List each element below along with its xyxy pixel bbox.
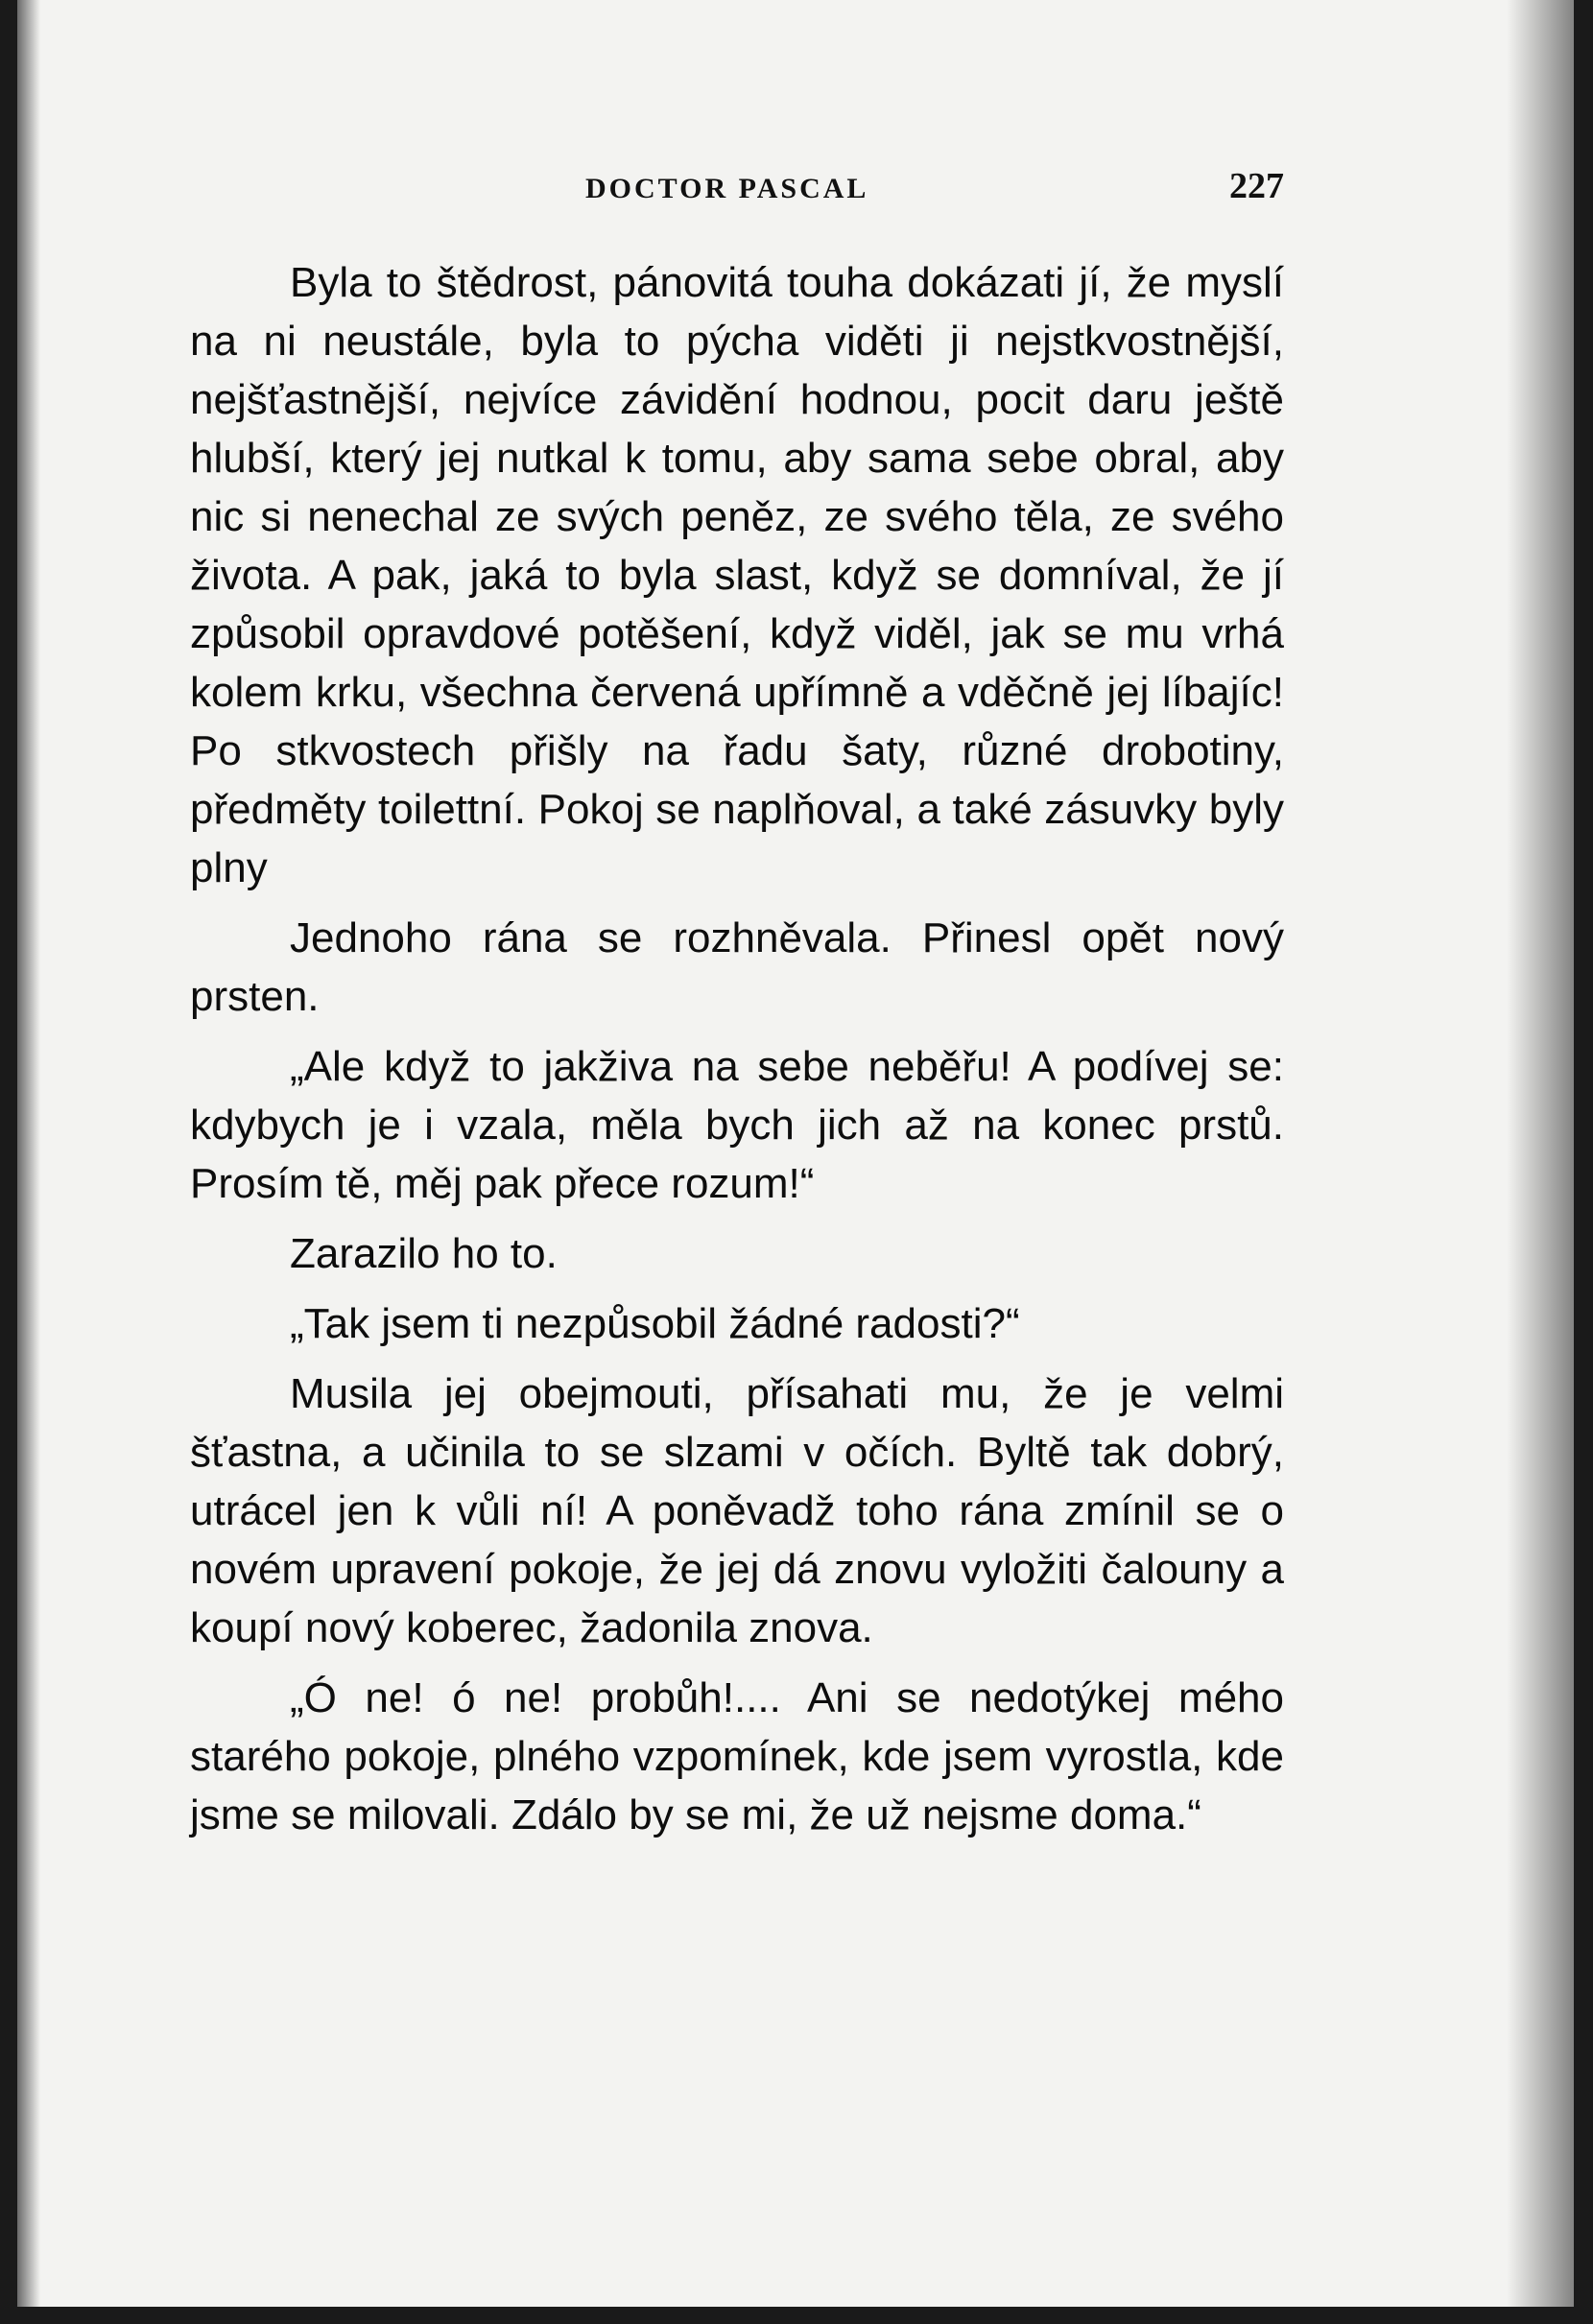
paragraph: Byla to štědrost, pánovitá touha dokázati jí, že myslí na ni neustále, byla to pýcha viděti ji nejstkvostnější, nejšťastnější, nejvíce závidění hodnou, pocit daru ještě hlubší, který jej nutkal k tomu, aby sama sebe obral, aby nic si nenechal ze svých peněz, ze svého těla, ze svého života. A pak, jaká to byla slast, když se domníval, že jí způsobil opravdové potěšení, když viděl, jak se mu vrhá kolem krku, všechna červená upřímně a vděčně jej líbajíc! Po stkvostech přišly na řadu šaty, různé drobotiny, předměty toilettní. Pokoj se naplňoval, a také zásuvky byly plny: [190, 259, 1284, 891]
paragraph: Zarazilo ho to.: [290, 1230, 558, 1277]
page-header: [173, 165, 1286, 213]
paragraph: „Ó ne! ó ne! probůh!.... Ani se nedotýkej mého starého pokoje, plného vzpomínek, kde jsem vyrostla, kde jsme se milovali. Zdálo by se mi, že už nejsme doma.“: [190, 1674, 1284, 1838]
scan-border: [0, 2307, 1593, 2324]
paragraph: Jednoho rána se rozhněvala. Přinesl opět nový prsten.: [190, 914, 1284, 1020]
page-number: 227: [1229, 166, 1284, 206]
paragraph: Musila jej obejmouti, přísahati mu, že je velmi šťastna, a učinila to se slzami v očích. Byltě tak dobrý, utrácel jen k vůli ní! A poněvadž toho rána zmínil se o novém upravení pokoje, že jej dá znovu vyložiti čalouny a koupí nový koberec, žadonila znova.: [190, 1370, 1284, 1651]
running-head: DOCTOR PASCAL: [585, 173, 869, 204]
paragraph: „Ale když to jakživa na sebe neběřu! A podívej se: kdybych je i vzala, měla bych jich až na konec prstů. Prosím tě, měj pak přece rozum!“: [190, 1043, 1284, 1207]
body-text: [190, 253, 1284, 1856]
book-page: [17, 0, 1574, 2308]
paragraph: „Tak jsem ti nezpůsobil žádné radosti?“: [290, 1300, 1020, 1347]
